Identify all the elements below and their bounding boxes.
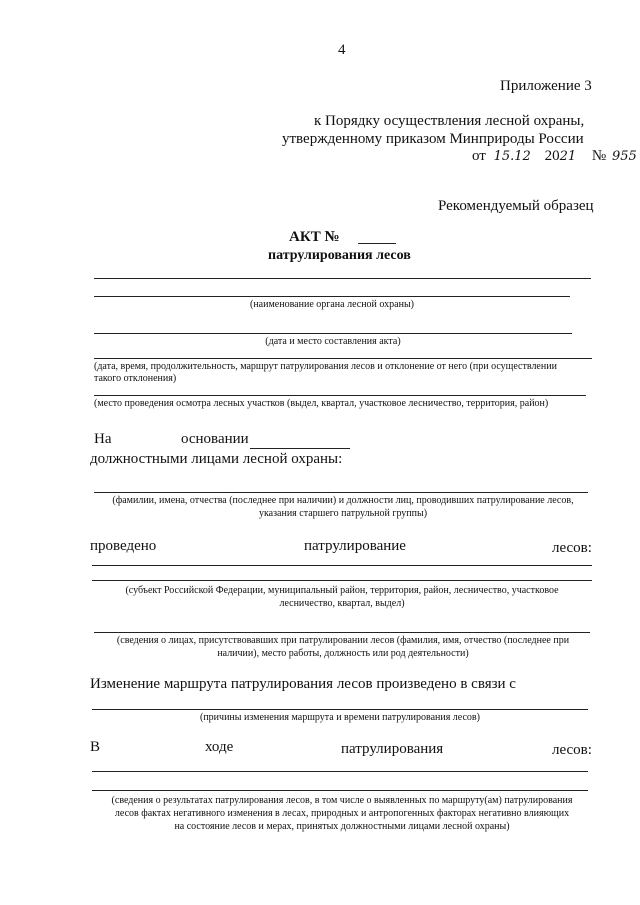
- caption-subject-1: (субъект Российской Федерации, муниципальный район, территория, район, лесничество, участковое: [125, 585, 559, 596]
- caption-subject-2: лесничество, квартал, выдел): [279, 598, 405, 609]
- caption-reasons: (причины изменения маршрута и времени патрулирования лесов): [200, 712, 480, 723]
- caption-present-2: наличии), место работы, должность или род деятельности): [217, 648, 469, 659]
- caption-organ: (наименование органа лесной охраны): [250, 299, 414, 310]
- caption-results-3: на состояние лесов и мерах, принятых должностными лицами лесной охраны): [174, 821, 510, 832]
- act-title: АКТ №: [289, 229, 340, 245]
- date-place-line: [94, 333, 572, 334]
- appendix-label: Приложение 3: [500, 78, 592, 94]
- results-line-2: [92, 790, 588, 791]
- caption-persons-1: (фамилии, имена, отчества (последнее при наличии) и должности лиц, проводивших патрулирование лесов,: [112, 495, 574, 506]
- conducted-word-2: патрулирование: [304, 538, 406, 554]
- subject-line-2: [92, 580, 592, 581]
- conducted-word-1: проведено: [90, 538, 157, 554]
- order-date-line: [472, 148, 637, 165]
- officials-text: должностными лицами лесной охраны:: [90, 451, 343, 467]
- order-line-1: к Порядку осуществления лесной охраны,: [314, 113, 585, 129]
- date-year-handwritten: 21: [559, 149, 577, 164]
- caption-results-2: лесов фактах негативного изменения в лесах, природных и антропогенных факторах негативно влияющих: [114, 808, 570, 819]
- date-year-print: 20: [544, 148, 560, 164]
- basis-word-2: основании: [181, 431, 249, 447]
- basis-blank: [250, 448, 350, 449]
- during-word-2: ходе: [205, 739, 234, 755]
- during-word-4: лесов:: [552, 742, 592, 758]
- during-word-1: В: [90, 739, 101, 755]
- subject-line-1: [92, 565, 592, 566]
- reasons-line: [92, 709, 588, 710]
- organ-line-1: [94, 278, 591, 279]
- route-line: [94, 358, 592, 359]
- during-word-3: патрулирования: [341, 741, 444, 757]
- date-prefix: от: [472, 148, 486, 164]
- inspection-line: [94, 395, 586, 396]
- act-number-blank: [358, 243, 396, 244]
- organ-line-2: [94, 296, 570, 297]
- recommended-sample: Рекомендуемый образец: [438, 198, 594, 214]
- conducted-word-3: лесов:: [552, 540, 592, 556]
- date-handwritten: 15.12: [493, 149, 531, 164]
- caption-date-place: (дата и место составления акта): [265, 336, 401, 347]
- caption-persons-2: указания старшего патрульной группы): [258, 508, 428, 519]
- number-prefix: №: [591, 148, 607, 164]
- caption-route-1: (дата, время, продолжительность, маршрут патрулирования лесов и отклонение от него (при осуществлении: [94, 361, 557, 372]
- results-line-1: [92, 771, 588, 772]
- act-subtitle: патрулирования лесов: [268, 248, 411, 263]
- caption-route-2: такого отклонения): [94, 373, 177, 384]
- route-change-text: Изменение маршрута патрулирования лесов произведено в связи с: [90, 676, 516, 692]
- order-line-2: утвержденному приказом Минприроды России: [282, 131, 584, 147]
- caption-inspection: (место проведения осмотра лесных участков (выдел, квартал, участковое лесничество, территория, район): [94, 398, 549, 409]
- present-line: [94, 632, 590, 633]
- caption-present-1: (сведения о лицах, присутствовавших при патрулировании лесов (фамилия, имя, отчество (последнее при: [116, 635, 570, 646]
- number-handwritten: 955: [611, 149, 637, 164]
- page-number: 4: [338, 42, 346, 58]
- basis-word-1: На: [94, 431, 112, 447]
- persons-line: [94, 492, 588, 493]
- caption-results-1: (сведения о результатах патрулирования лесов, в том числе о выявленных по маршруту(ам) патрулирования: [111, 795, 573, 806]
